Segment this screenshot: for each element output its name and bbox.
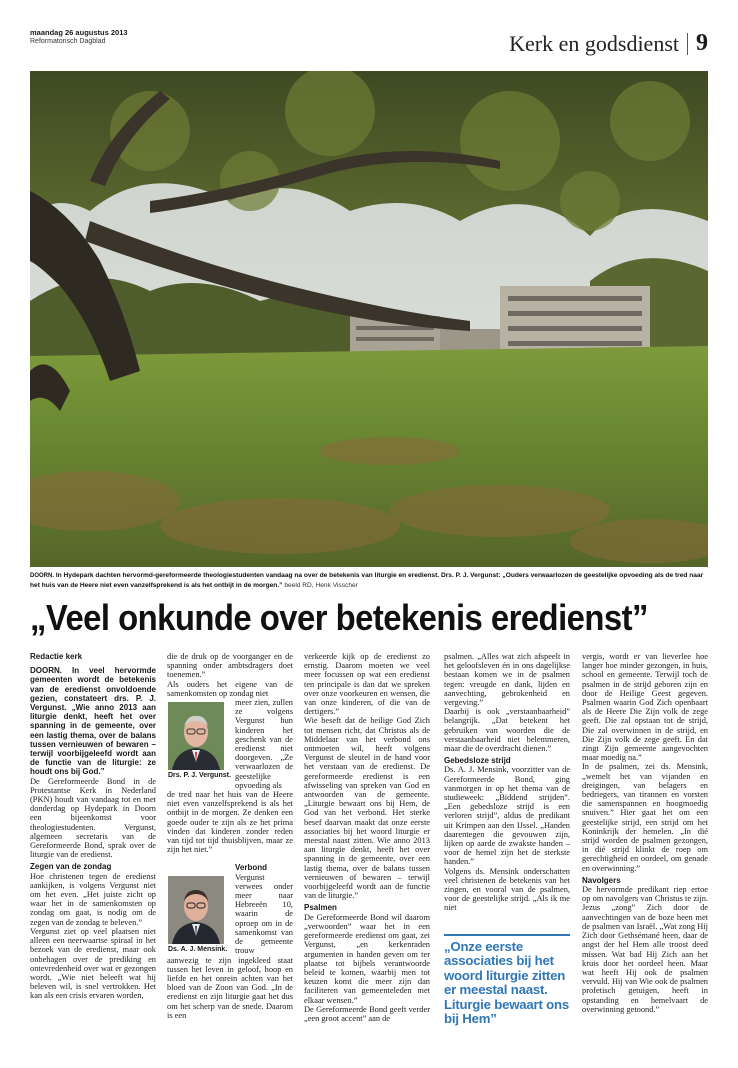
subheading: Zegen van de zondag <box>30 862 112 872</box>
subheading: Verbond <box>235 863 268 873</box>
article-intro: DOORN. In veel hervormde gemeenten wordt de betekenis van de eredienst onvoldoende gezien, constateert drs. P. J. Vergunst. „Wie anno 2013 aan liturgie denkt, heeft het over spanning in de gemeente, over een lastig thema, over de balans tussen vernieuwen of bewaren – terwijl voorbijgeleefd wordt aan de functie van de liturgie: ze houdt ons bij God.” <box>30 666 156 777</box>
article-column-1 <box>30 652 156 1001</box>
article-column-5 <box>582 652 708 1014</box>
paragraph: Ds. A. J. Mensink, voorzitter van de Gereformeerde Bond, ging vanmorgen in op het thema van de studieweek: „Biddend strijden”. „Een gebedsloze strijd is een verloren strijd”, aldus de predikant uit Krimpen aan den IJssel. „Handen daarentegen die gevouwen zijn, lijken op aarde de zwakste handen – voor de hemel zijn het de sterkste handen.” <box>444 765 570 867</box>
page-number: 9 <box>696 30 708 56</box>
issue-date: maandag 26 augustus 2013 <box>30 28 128 37</box>
section-divider <box>687 33 688 55</box>
paragraph: psalmen. „Alles wat zich afspeelt in het geloofsleven én in ons dagelijkse bestaan komen we in de psalmen tegen: vreugde en dank, lijden en aanvechting, gebrokenheid en vergeving.” <box>444 652 570 708</box>
section-header <box>509 30 708 57</box>
headshot-caption-vergunst: Drs. P. J. Vergunst. <box>168 772 231 779</box>
article-column-4 <box>444 652 570 913</box>
masthead <box>30 28 708 64</box>
photo-credit: beeld RD, Henk Visscher <box>284 582 358 589</box>
headshot-vergunst <box>168 702 224 770</box>
paragraph: aanwezig te zijn ingekleed staat tussen het leven in geloof, hoop en liefde en het onrein achten van het bloed van de Zoon van God. „In de eredienst en zijn liturgie gaat het dus om het scherp van de snede. Daarom is een <box>167 955 293 1020</box>
paragraph: de tred naar het huis van de Heere niet even vanzelfsprekend is als het ontbijt in de morgen. Ze denken een goede ouder te zijn als ze het prima vinden dat kinderen zonder reden van tijd tot tijd thuisblijven, maar ze zijn het niet.” <box>167 790 293 855</box>
caption-text: In Hydepark dachten hervormd-gereformeerde theologiestudenten vandaag na over de betekenis van liturgie en eredienst. Drs. P. J. Vergunst: „Ouders verwaarlozen de geestelijke opvoeding als de tred naar het huis van de Heere niet even vanzelfsprekend is als het ontbijt in de morgen.” <box>30 572 704 589</box>
paragraph: De hervormde predikant riep ertoe op om navolgers van Christus te zijn. Jezus „zong” Zich door de aanvechtingen van de boze heen met de psalmen van Israël. „Wat zong Hij Zich door Gethsémané heen, daar de angst der hel Hem alle troost deed missen. Wat bad Hij Zich aan het kruis door het oordeel heen. Maar wat heeft Hij ook de psalmen vervuld. Hij van Wie ook de psalmen profetisch getuigen, heeft in opstanding en hemelvaart de overwinning getoond.” <box>582 885 708 1014</box>
paragraph: Vergunst verwees onder meer naar Hebreeën 10, waarin de oproep om in de samenkomst van de gemeente trouw <box>235 872 293 956</box>
article-column-3 <box>304 652 430 1023</box>
photo-caption <box>30 571 708 590</box>
paragraph: die de druk op de voorganger en de spanning onder ambtsdragers doet toenemen.” <box>167 652 293 680</box>
subheading: Psalmen <box>304 903 337 913</box>
paragraph: meer zien, zullen ze volgens Vergunst hun kinderen het geschenk van de eredienst niet doorgeven. „Ze verwaarlozen de geestelijke opvoeding als <box>235 698 293 790</box>
publication-name: Reformatorisch Dagblad <box>30 38 106 45</box>
headshot-mensink <box>168 876 224 944</box>
paragraph: Volgens ds. Mensink onderschatten veel christenen de betekenis van het zingen, en vooral van de psalmen, voor de geestelijke strijd. „Als ik me niet <box>444 866 570 913</box>
paragraph: Als ouders het eigene van de samenkomsten op zondag niet <box>167 679 293 698</box>
paragraph: vergis, wordt er van lieverlee hoe langer hoe minder gezongen, in huis, school en gemeente. Terwijl toch de psalmen in de strijd geboren zijn en door de Heilige Geest gegeven. Psalmen waarin God Zich openbaart als de Heere Die Zijn volk de zege geeft. Die zal opstaan tot de strijd, Die zal overwinnen in de strijd, en Die Zijn volk de zege geeft. En dat zingt Zijn gemeente aangevochten maar moedig na.” <box>582 652 708 763</box>
paragraph: verkeerde kijk op de eredienst zo ernstig. Daarom moeten we veel meer focussen op wat een eredienst ten principale is dan dat we spreken over onze voorkeuren en wensen, die van onze kinderen, of die van de dertigers.” <box>304 652 430 717</box>
headshot-caption-mensink: Ds. A. J. Mensink. <box>168 946 228 953</box>
subheading: Gebedsloze strijd <box>444 756 511 766</box>
paragraph: Wie beseft dat de heilige God Zich tot mensen richt, dat Christus als de Middelaar van het verbond ons ontmoeten wil, heeft volgens Vergunst de sleutel in de hand voor het verstaan van de eredienst. De gereformeerde eredienst is een afwisseling van spreken van God en antwoorden van de gemeente. „Liturgie bewaart ons bij Hem, de God van het verbond. Het sterke besef daarvan maakt dat onze eerste associaties bij het woord liturgie er meestal naast zitten. Wie anno 2013 aan liturgie denkt, heeft het over spanning in de gemeente, over een lastig thema, over de balans tussen vernieuwen of bewaren – terwijl voorbijgeleefd wordt aan de functie van de liturgie.” <box>304 716 430 901</box>
paragraph: Hoe christenen tegen de eredienst aankijken, is volgens Vergunst niet om het even. „Het juiste zicht op waar het in de samenkomsten op zondag om gaat, is nodig om de zegen van de zondag te beleven.” <box>30 871 156 927</box>
subheading: Navolgers <box>582 875 621 885</box>
paragraph: De Gereformeerde Bond in de Protestantse Kerk in Nederland (PKN) houdt van vandaag tot en met donderdag op Hydepark in Doorn een bijeenkomst voor theologiestudenten. Vergunst, algemeen secretaris van de Gereformeerde Bond, sprak over de liturgie van de eredienst. <box>30 776 156 860</box>
main-photo <box>30 71 708 567</box>
paragraph: De Gereformeerde Bond wil daarom „verwoorden” waar het in een gereformeerde eredienst om gaat, zei Vergunst, „en kerkenraden argumenten in handen geven om ter plaatse tot bijbels verantwoorde beleid te komen, waarbij men tot keuzen komt die meer zijn dan faciliteren van gemeenteleden met elkaar wensen.” <box>304 912 430 1005</box>
article-headline: „Veel onkunde over betekenis eredienst” <box>30 597 648 638</box>
paragraph: Vergunst ziet op veel plaatsen niet alleen een neerwaartse spiraal in het bezoek van de eredienst, maar ook onbehagen over de prediking en ontevredenheid over wat er gezongen wordt. „Wie niet beleeft wat hij beleven wil, is snel vertrokken. Het kan als een crisis ervaren worden, <box>30 926 156 1001</box>
section-title: Kerk en godsdienst <box>509 30 679 56</box>
paragraph: In de psalmen, zei ds. Mensink, „wemelt het van vijanden en dreigingen, van belagers en bedriegers, van tirannen en vorsten die samenspannen en hoogmoedig snuiven.” Hier gaat het om een geestelijke strijd, een strijd om het Koninkrijk der hemelen. „In dié strijd worden de psalmen gezongen, in dié strijd klinkt de roep om gerechtigheid en oordeel, om genade en overwinning.” <box>582 762 708 873</box>
paragraph: Daarbij is ook „verstaanbaarheid” belangrijk. „Dat betekent het gebruiken van woorden die de verstaanbaarheid niet belemmeren, maar die de overdracht dienen.” <box>444 707 570 754</box>
paragraph: De Gereformeerde Bond geeft verder „een groot accent” aan de <box>304 1004 430 1023</box>
byline: Redactie kerk <box>30 652 83 661</box>
caption-kicker: DOORN. <box>30 573 54 579</box>
pull-quote: „Onze eerste associaties bij het woord liturgie zitten er meestal naast. Liturgie bewaart ons bij Hem” <box>444 934 570 1026</box>
